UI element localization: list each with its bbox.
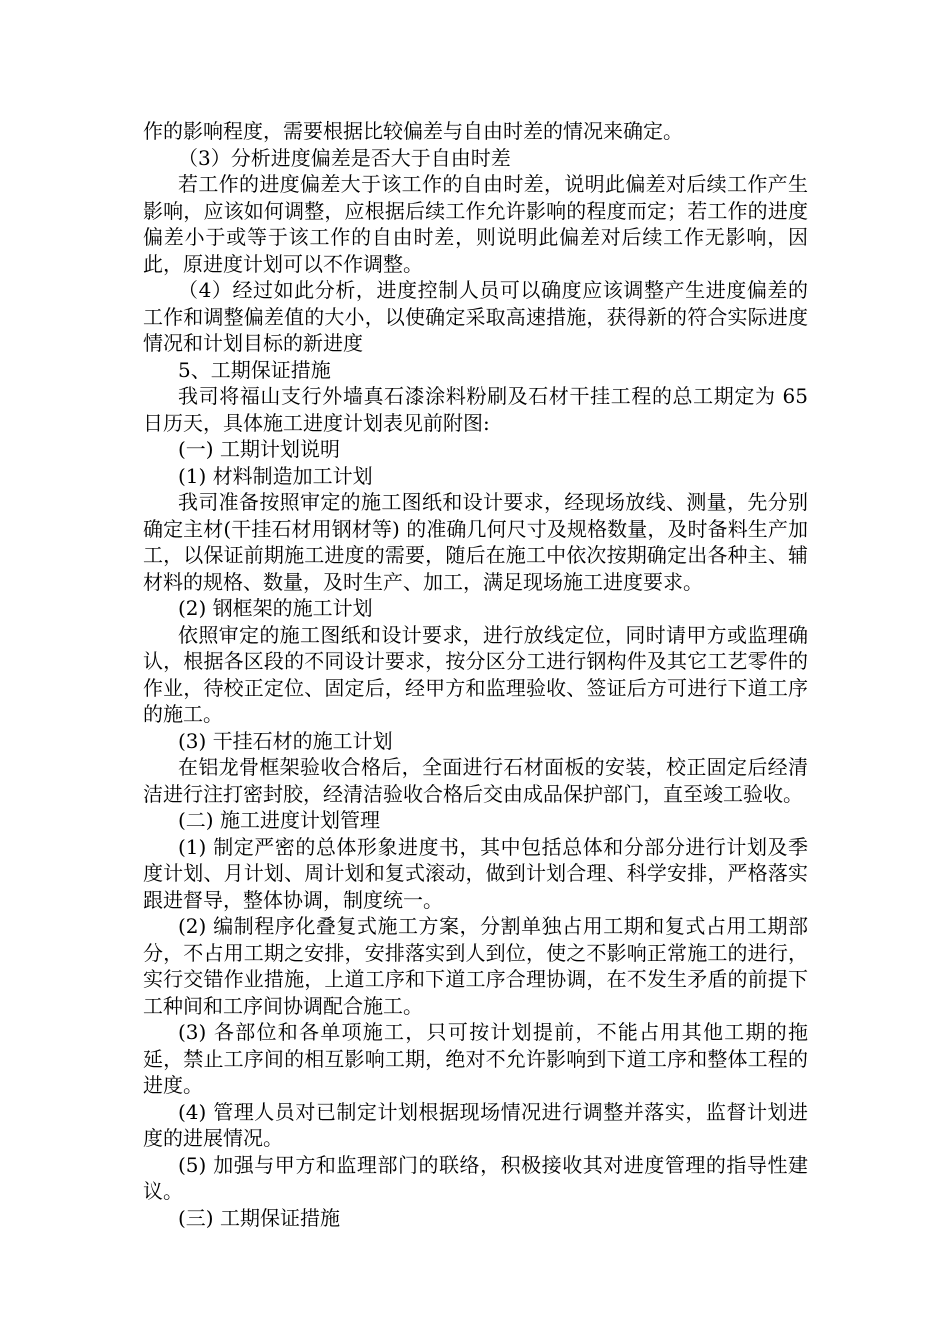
paragraph-17: (3) 各部位和各单项施工，只可按计划提前，不能占用其他工期的拖延，禁止工序间的相互影响工期，绝对不允许影响到下道工序和整体工程的进度。 [143, 1020, 808, 1097]
paragraph-11: 依照审定的施工图纸和设计要求，进行放线定位，同时请甲方或监理确认，根据各区段的不同设计要求，按分区分工进行钢构件及其它工艺零件的作业，待校正定位、固定后，经甲方和监理验收、签证后方可进行下道工序的施工。 [143, 622, 808, 726]
paragraph-16: (2) 编制程序化叠复式施工方案，分割单独占用工期和复式占用工期部分，不占用工期之安排，安排落实到人到位，使之不影响正常施工的进行，实行交错作业措施，上道工序和下道工序合理协调，在不发生矛盾的前提下工种间和工序间协调配合施工。 [143, 914, 808, 1018]
paragraph-19: (5) 加强与甲方和监理部门的联络，积极接收其对进度管理的指导性建议。 [143, 1152, 808, 1203]
paragraph-9: 我司准备按照审定的施工图纸和设计要求，经现场放线、测量，先分别确定主材(干挂石材用钢材等) 的准确几何尺寸及规格数量，及时备料生产加工，以保证前期施工进度的需要，随后在施工中依次按期确定出各种主、辅材料的规格、数量，及时生产、加工，满足现场施工进度要求。 [143, 490, 808, 594]
paragraph-1: 作的影响程度，需要根据比较偏差与自由时差的情况来确定。 [143, 119, 683, 143]
subheading-material-plan: (1) 材料制造加工计划 [178, 463, 373, 488]
subheading-progress-management: (二) 施工进度计划管理 [178, 808, 380, 832]
section-heading-5: 5、工期保证措施 [178, 357, 331, 382]
subheading-stone-plan: (3) 干挂石材的施工计划 [178, 728, 393, 753]
paragraph-3: 若工作的进度偏差大于该工作的自由时差，说明此偏差对后续工作产生影响，应该如何调整，应根据后续工作允许影响的程度而定；若工作的进度偏差小于或等于该工作的自由时差，则说明此偏差对后续工作无影响，因此，原进度计划可以不作调整。 [143, 172, 808, 276]
paragraph-13: 在铝龙骨框架验收合格后，全面进行石材面板的安装，校正固定后经清洁进行注打密封胶，经清洁验收合格后交由成品保护部门，直至竣工验收。 [143, 755, 808, 806]
subheading-steel-frame-plan: (2) 钢框架的施工计划 [178, 596, 373, 620]
document-page [143, 118, 808, 1231]
subheading-3-analysis: （3）分析进度偏差是否大于自由时差 [178, 145, 511, 170]
subheading-schedule-description: (一) 工期计划说明 [178, 437, 340, 461]
paragraph-15: (1) 制定严密的总体形象进度书，其中包括总体和分部分进行计划及季度计划、月计划、周计划和复式滚动，做到计划合理、科学安排，严格落实跟进督导，整体协调，制度统一。 [143, 834, 808, 912]
paragraph-4: （4）经过如此分析，进度控制人员可以确度应该调整产生进度偏差的工作和调整偏差值的大小，以使确定采取高速措施，获得新的符合实际进度情况和计划目标的新进度 [143, 278, 808, 355]
paragraph-18: (4) 管理人员对已制定计划根据现场情况进行调整并落实，监督计划进度的进展情况。 [143, 1099, 808, 1150]
subheading-schedule-guarantee: (三) 工期保证措施 [178, 1205, 340, 1230]
paragraph-6: 我司将福山支行外墙真石漆涂料粉刷及石材干挂工程的总工期定为 65 日历天，具体施工进度计划表见前附图: [143, 384, 808, 435]
